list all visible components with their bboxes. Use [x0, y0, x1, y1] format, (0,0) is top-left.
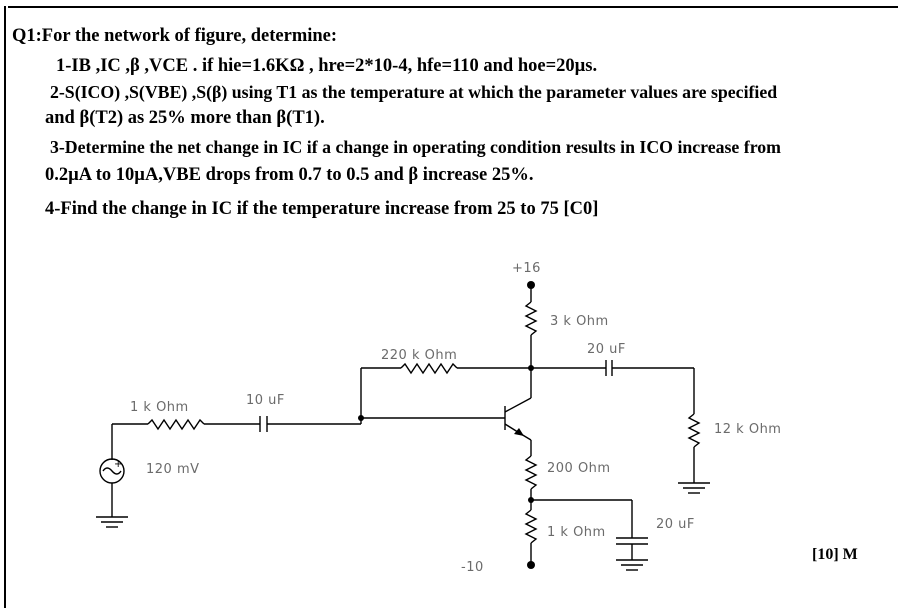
re1-label: 200 Ohm — [547, 461, 611, 476]
rl-label: 12 k Ohm — [714, 422, 782, 437]
marks-label: [10] M — [812, 546, 858, 563]
vee-label: -10 — [461, 560, 484, 575]
re2-label: 1 k Ohm — [547, 525, 606, 540]
question-item-2a: 2-S(ICO) ,S(VBE) ,S(β) using T1 as the temperature at which the parameter values are specified — [50, 82, 778, 102]
question-item-3a: 3-Determine the net change in IC if a change in operating condition results in ICO increase from — [50, 137, 781, 157]
vcc-label: +16 — [512, 261, 541, 276]
cin-label: 10 uF — [246, 393, 285, 408]
question-item-3b: 0.2µA to 10µA,VBE drops from 0.7 to 0.5 and β increase 25%. — [45, 165, 534, 185]
question-title: Q1:For the network of figure, determine: — [12, 26, 338, 46]
source-label: 120 mV — [146, 462, 200, 477]
ce-label: 20 uF — [656, 517, 695, 532]
rs-label: 1 k Ohm — [130, 400, 189, 415]
rb-label: 220 k Ohm — [381, 348, 458, 363]
question-item-1: 1-IB ,IC ,β ,VCE . if hie=1.6KΩ , hre=2*10-4, hfe=110 and hoe=20µs. — [56, 56, 598, 76]
cout-label: 20 uF — [587, 342, 626, 357]
rc-label: 3 k Ohm — [550, 314, 609, 329]
question-item-2b: and β(T2) as 25% more than β(T1). — [45, 108, 325, 128]
svg-text:+: + — [114, 459, 123, 470]
question-item-4: 4-Find the change in IC if the temperature increase from 25 to 75 [C0] — [45, 199, 599, 219]
